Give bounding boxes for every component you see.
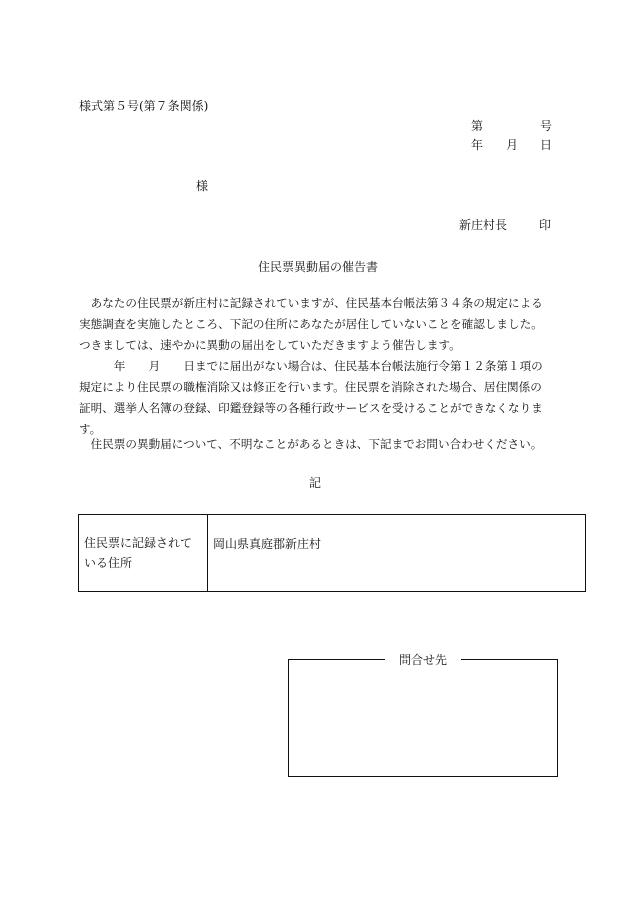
contact-box — [288, 653, 558, 777]
form-number: 様式第５号(第７条関係) — [79, 99, 209, 113]
recorded-address-label: 住民票に記録されている住所 — [79, 515, 208, 592]
date-month: 月 — [506, 138, 519, 152]
document-number-prefix: 第 — [471, 119, 484, 133]
table-row — [79, 515, 586, 592]
addressee-honorific: 様 — [196, 179, 209, 193]
date-year: 年 — [471, 138, 484, 152]
document-number-suffix: 号 — [540, 119, 553, 133]
recorded-address-value: 岡山県真庭郡新庄村 — [208, 515, 586, 592]
contact-box-title: 問合せ先 — [385, 653, 461, 667]
issuer-name: 新庄村長 — [459, 218, 508, 232]
document-title: 住民票異動届の催告書 — [258, 260, 379, 274]
body-paragraph-request: つきましては、速やかに異動の届出をしていただきますよう催告します。 — [79, 338, 461, 352]
recorded-address-table — [78, 514, 586, 592]
body-paragraph-investigation: あなたの住民票が新庄村に記録されていますが、住民基本台帳法第３４条の規定による実態調査を実施したところ、下記の住所にあなたが居住していないことを確認しました。 — [79, 296, 543, 331]
ki-heading: 記 — [309, 476, 322, 490]
date-day: 日 — [540, 138, 553, 152]
body-paragraph-inquiry: 住民票の異動届について、不明なことがあるときは、下記までお問い合わせください。 — [79, 437, 543, 451]
body-paragraph-deadline: 年 月 日までに届出がない場合は、住民基本台帳法施行令第１２条第１項の規定により住民票の職権消除又は修正を行います。住民票を消除された場合、居住関係の証明、選挙人名簿の登録、印鑑登録等の各種行政サービスを受けることができなくなります。 — [79, 359, 543, 436]
seal-mark: 印 — [539, 218, 552, 232]
